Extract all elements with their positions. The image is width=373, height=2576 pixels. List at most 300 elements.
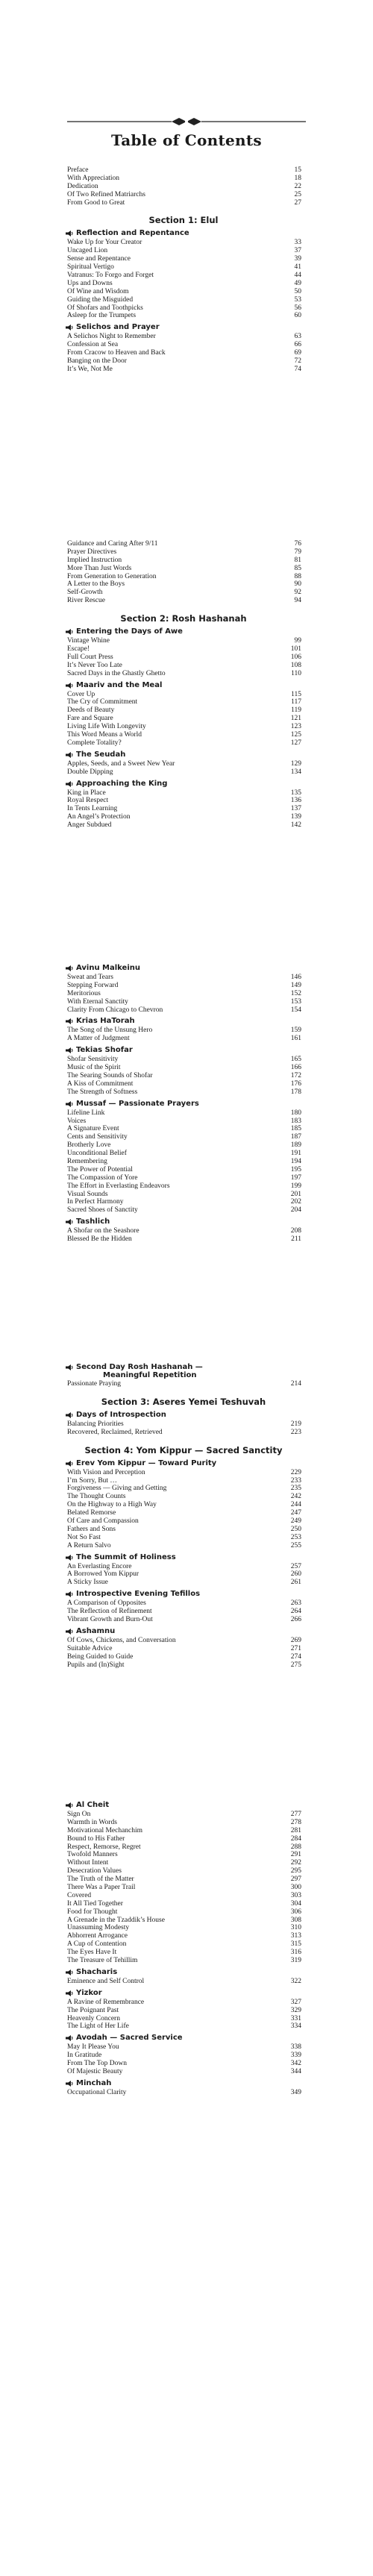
entry-title: Not So Fast [67,1533,101,1541]
entry-page-number: 108 [290,661,301,669]
entry-title: From The Top Down [67,2060,127,2068]
entry-page-number: 49 [294,279,301,287]
toc-entry[interactable] [66,2052,301,2060]
subsection-title: Approaching the King [76,779,168,788]
page-title: Table of Contents [110,131,262,149]
toc-entry[interactable] [66,1645,301,1653]
entry-title: The Song of the Unsung Hero [67,1027,153,1035]
toc-entry[interactable] [66,1118,301,1126]
entry-title: Covered [67,1891,92,1899]
toc-entry[interactable] [66,166,301,175]
toc-entry[interactable] [66,1088,301,1097]
toc-entry[interactable] [66,1526,301,1534]
entry-title: A Selichos Night to Remember [67,333,156,341]
toc-entry[interactable] [66,1851,301,1859]
toc-entry[interactable] [66,1064,301,1072]
shofar-icon [66,683,74,689]
entry-page-number: 189 [290,1141,301,1150]
toc-entry[interactable] [66,1900,301,1908]
entry-page-number: 202 [290,1198,301,1206]
toc-entry[interactable] [66,1191,301,1199]
entry-title: Spiritual Vertigo [67,263,114,272]
toc-entry[interactable] [66,199,301,207]
entry-page-number: 159 [290,1027,301,1035]
entry-title: Guidance and Caring After 9/11 [67,540,158,548]
toc-entry[interactable] [66,191,301,199]
subsection-title: Tashlich [76,1218,110,1226]
toc-entry[interactable] [66,1924,301,1932]
entry-page-number: 136 [290,797,301,805]
toc-entry[interactable] [66,255,301,263]
toc-entry[interactable] [66,1174,301,1182]
subsection-title: Avinu Malkeinu [76,964,141,972]
toc-entry[interactable] [66,1380,301,1388]
entry-page-number: 172 [290,1072,301,1080]
entry-page-number: 121 [290,715,301,723]
subsection-title: Krias HaTorah [76,1017,135,1026]
entry-title: Of Two Refined Matriarchs [67,190,145,198]
toc-entry[interactable] [66,1843,301,1852]
entry-title: It’s Never Too Late [67,661,122,669]
toc-entry[interactable] [66,1859,301,1867]
entry-title: Unconditional Belief [67,1150,127,1158]
toc-entry[interactable] [66,645,301,654]
toc-entry[interactable] [66,1080,301,1088]
toc-entry[interactable] [66,1420,301,1429]
toc-entry[interactable] [66,2068,301,2076]
toc-entry[interactable] [66,731,301,739]
subsection-title: Yizkor [76,1988,102,1997]
entry-title: There Was a Paper Trail [67,1884,136,1892]
entry-title: The Reflection of Refinement [67,1608,152,1616]
entry-title: This Word Means a World [67,731,142,739]
entry-title: Sign On [67,1811,91,1818]
entry-title: With Eternal Sanctity [67,997,128,1006]
entry-page-number: 134 [290,768,301,776]
entry-title: Bound to His Father [67,1834,125,1843]
entry-page-number: 208 [290,1227,301,1235]
entry-title: Vibrant Growth and Burn-Out [67,1616,153,1624]
entry-page-number: 304 [290,1899,301,1908]
toc-entry[interactable] [66,263,301,272]
entry-title: Of Shofars and Toothpicks [67,304,143,312]
entry-title: Remembering [67,1158,107,1166]
entry-page-number: 185 [290,1125,301,1133]
toc-entry[interactable] [66,1978,301,1986]
toc-entry[interactable] [66,296,301,304]
entry-page-number: 142 [290,821,301,830]
toc-entry[interactable] [66,1133,301,1141]
toc-entry[interactable] [66,304,301,313]
entry-page-number: 178 [290,1088,301,1096]
entry-title: I’m Sorry, But … [67,1476,117,1485]
entry-page-number: 161 [290,1035,301,1043]
toc-entry[interactable] [66,1166,301,1174]
toc-entry[interactable] [66,1827,301,1835]
toc-entry[interactable] [66,1599,301,1608]
shofar-icon [66,2035,74,2041]
entry-page-number: 165 [290,1056,301,1064]
toc-entry[interactable] [66,247,301,255]
entry-title: Living Life With Longevity [67,723,146,731]
entry-title: Of Care and Compassion [67,1517,139,1526]
entry-title: Vintage Whine [67,637,110,645]
entry-page-number: 153 [290,997,301,1006]
toc-entry[interactable] [66,1072,301,1080]
toc-entry[interactable] [66,1563,301,1571]
toc-entry[interactable] [66,637,301,645]
entry-page-number: 191 [290,1150,301,1158]
toc-entry[interactable] [66,1198,301,1206]
entry-page-number: 90 [294,580,301,589]
toc-entry[interactable] [66,715,301,723]
toc-entry[interactable] [66,312,301,320]
toc-entry[interactable] [66,589,301,597]
toc-entry[interactable] [66,1579,301,1587]
subsection-heading [66,1046,301,1055]
toc-entry[interactable] [66,1429,301,1437]
toc-entry[interactable] [66,1819,301,1827]
entry-page-number: 257 [290,1562,301,1570]
toc-entry[interactable] [66,1608,301,1616]
toc-entry[interactable] [66,580,301,589]
entry-page-number: 204 [290,1206,301,1215]
entry-title: The Effort in Everlasting Endeavors [67,1182,170,1190]
toc-entry[interactable] [66,183,301,191]
entry-page-number: 115 [291,690,301,698]
subsection-title: The Seudah [76,750,126,759]
entry-title: Double Dipping [67,768,113,776]
toc-entry[interactable] [66,1509,301,1517]
entry-page-number: 176 [290,1079,301,1088]
entry-title: The Compassion of Yore [67,1173,138,1182]
subsection-heading [66,1801,301,1810]
entry-title: Respect, Remorse, Regret [67,1843,141,1851]
toc-entry[interactable] [66,288,301,296]
shofar-icon [66,1047,74,1053]
shofar-icon [66,2081,74,2087]
entry-page-number: 50 [294,287,301,295]
shofar-icon [66,1018,74,1024]
toc-entry[interactable] [66,813,301,821]
toc-entry[interactable] [66,2060,301,2068]
entry-page-number: 81 [294,556,301,564]
entry-title: Sacred Shoes of Sanctity [67,1206,138,1215]
toc-entry[interactable] [66,272,301,280]
toc-entry[interactable] [66,1811,301,1819]
entry-title: Preface [67,166,89,174]
entry-title: Confession at Sea [67,341,119,349]
toc-entry[interactable] [66,1835,301,1843]
entry-title: A Shofar on the Seashore [67,1227,140,1235]
subsection-heading [66,1218,301,1226]
toc-entry[interactable] [66,1125,301,1133]
toc-entry[interactable] [66,548,301,557]
toc-entry[interactable] [66,175,301,183]
shofar-icon [66,1990,74,1996]
section-heading: Section 3: Aseres Yemei Teshuvah [101,1396,266,1407]
entry-title: Passionate Praying [67,1380,122,1388]
toc-entry[interactable] [66,1908,301,1917]
entry-title: River Rescue [67,597,105,605]
toc-entry[interactable] [66,974,301,982]
entry-page-number: 253 [290,1533,301,1541]
toc-entry[interactable] [66,805,301,813]
subsection-title: Ashamnu [76,1626,116,1635]
toc-entry[interactable] [66,1056,301,1064]
entry-title: Guiding the Misguided [67,295,134,304]
toc-entry[interactable] [66,1570,301,1579]
entry-page-number: 331 [290,2014,301,2022]
subsection-heading [66,229,301,238]
entry-title: A Grenade in the Tzaddik’s House [67,1916,165,1924]
toc-entry[interactable] [66,723,301,731]
toc-entry[interactable] [66,1141,301,1150]
entry-title: Deeds of Beauty [67,706,115,715]
toc-entry[interactable] [66,1884,301,1892]
entry-title: Voices [67,1117,87,1125]
entry-title: Desecration Values [67,1867,122,1875]
entry-title: A Matter of Judgment [67,1035,130,1043]
entry-page-number: 85 [294,564,301,572]
entry-title: May It Please You [67,2043,119,2052]
entry-page-number: 79 [294,548,301,556]
entry-title: A Letter to the Boys [67,580,125,589]
toc-entry[interactable] [66,797,301,805]
entry-title: Royal Respect [67,797,109,805]
toc-entry[interactable] [66,357,301,366]
toc-entry[interactable] [66,789,301,797]
entry-page-number: 183 [290,1117,301,1125]
entry-title: Meritorious [67,989,101,997]
toc-entry[interactable] [66,1616,301,1624]
toc-block [66,166,301,374]
entry-title: The Poignant Past [67,2006,119,2014]
entry-page-number: 194 [290,1158,301,1166]
subsection-title: Mussaf — Passionate Prayers [76,1099,199,1108]
toc-entry[interactable] [66,739,301,748]
toc-entry[interactable] [66,760,301,768]
entry-page-number: 308 [290,1916,301,1924]
subsection-heading [66,1553,301,1562]
entry-page-number: 63 [294,333,301,341]
toc-entry[interactable] [66,333,301,341]
shofar-icon [66,1412,74,1418]
entry-page-number: 41 [294,263,301,272]
entry-title: Suitable Advice [67,1644,113,1652]
toc-entry[interactable] [66,1917,301,1925]
subsection-title: Days of Introspection [76,1410,166,1419]
entry-page-number: 88 [294,572,301,580]
entry-page-number: 199 [290,1182,301,1190]
entry-page-number: 154 [290,1006,301,1014]
entry-page-number: 277 [290,1811,301,1818]
toc-entry[interactable] [66,341,301,349]
subsection-title: Avodah — Sacred Service [76,2034,183,2043]
subsection-title: Al Cheit [76,1801,110,1809]
toc-entry[interactable] [66,670,301,678]
toc-entry[interactable] [66,691,301,699]
entry-title: The Searing Sounds of Shofar [67,1072,153,1080]
toc-entry[interactable] [66,821,301,830]
toc-entry[interactable] [66,239,301,247]
entry-title: A Borrowed Yom Kippur [67,1570,140,1579]
subsection-heading [66,1363,301,1379]
entry-title: Of Cows, Chickens, and Conversation [67,1636,176,1644]
toc-entry[interactable] [66,1949,301,1957]
toc-entry[interactable] [66,1182,301,1191]
entry-title: It All Tied Together [67,1899,123,1908]
entry-page-number: 22 [294,182,301,190]
entry-page-number: 166 [290,1064,301,1072]
entry-page-number: 214 [290,1380,301,1388]
toc-entry[interactable] [66,573,301,581]
toc-entry[interactable] [66,1206,301,1215]
toc-entry[interactable] [66,1006,301,1015]
toc-entry[interactable] [66,998,301,1006]
toc-entry[interactable] [66,1235,301,1244]
entry-page-number: 288 [290,1843,301,1851]
entry-page-number: 327 [290,1998,301,2006]
entry-page-number: 129 [290,759,301,768]
toc-entry[interactable] [66,1875,301,1884]
entry-page-number: 33 [294,239,301,247]
toc-entry[interactable] [66,1892,301,1900]
entry-title: A Cup of Contention [67,1940,127,1949]
toc-entry[interactable] [66,1150,301,1158]
entry-page-number: 338 [290,2043,301,2052]
toc-entry[interactable] [66,654,301,662]
toc-entry[interactable] [66,540,301,548]
subsection-title: Introspective Evening Tefillos [76,1590,201,1599]
subsection-heading [66,627,301,636]
toc-entry[interactable] [66,1932,301,1940]
entry-title: Clarity From Chicago to Chevron [67,1006,163,1014]
toc-entry[interactable] [66,1534,301,1542]
section-heading: Section 2: Rosh Hashanah [120,613,247,624]
toc-entry[interactable] [66,1035,301,1043]
toc-entry[interactable] [66,2015,301,2023]
toc-entry[interactable] [66,2043,301,2052]
entry-page-number: 74 [294,365,301,373]
toc-entry[interactable] [66,768,301,777]
toc-entry[interactable] [66,280,301,288]
toc-entry[interactable] [66,990,301,998]
entry-page-number: 297 [290,1875,301,1884]
toc-entry[interactable] [66,1469,301,1477]
entry-page-number: 269 [290,1636,301,1644]
toc-entry[interactable] [66,1027,301,1035]
toc-entry[interactable] [66,597,301,605]
entry-title: The Cry of Commitment [67,698,138,706]
toc-entry[interactable] [66,1653,301,1661]
toc-entry[interactable] [66,1501,301,1509]
toc-entry[interactable] [66,1477,301,1485]
entry-page-number: 233 [290,1476,301,1485]
toc-entry[interactable] [66,565,301,573]
entry-page-number: 66 [294,341,301,349]
entry-title: Pupils and (In)Sight [67,1661,125,1669]
entry-page-number: 310 [290,1924,301,1932]
toc-entry[interactable] [66,698,301,706]
toc-entry[interactable] [66,1867,301,1875]
entry-page-number: 274 [290,1652,301,1661]
entry-title: An Everlasting Encore [67,1562,132,1570]
entry-title: Brotherly Love [67,1141,111,1150]
toc-entry[interactable] [66,1661,301,1670]
entry-page-number: 344 [290,2068,301,2076]
toc-entry[interactable] [66,1517,301,1526]
toc-entry[interactable] [66,2089,301,2097]
shofar-icon [66,1364,74,1370]
entry-page-number: 261 [290,1579,301,1587]
toc-entry[interactable] [66,982,301,990]
entry-page-number: 44 [294,272,301,280]
toc-block [66,1360,301,1669]
subsection-heading [66,1590,301,1599]
toc-entry[interactable] [66,1940,301,1949]
toc-entry[interactable] [66,2007,301,2015]
toc-entry[interactable] [66,706,301,715]
entry-page-number: 278 [290,1818,301,1826]
entry-title: Stepping Forward [67,981,119,989]
subsection-heading [66,1989,301,1998]
toc-entry[interactable] [66,1227,301,1235]
toc-entry[interactable] [66,2022,301,2031]
entry-page-number: 180 [290,1109,301,1117]
entry-page-number: 271 [290,1644,301,1652]
toc-entry[interactable] [66,662,301,670]
entry-page-number: 149 [290,981,301,989]
entry-page-number: 300 [290,1884,301,1892]
toc-entry[interactable] [66,1542,301,1550]
entry-page-number: 18 [294,174,301,182]
toc-entry[interactable] [66,349,301,357]
entry-title: A Signature Event [67,1125,119,1133]
toc-entry[interactable] [66,1957,301,1965]
subsection-heading [66,323,301,332]
toc-entry[interactable] [66,1109,301,1118]
entry-title: The Treasure of Tehillim [67,1957,138,1965]
entry-title: Recovered, Reclaimed, Retrieved [67,1428,163,1436]
entry-page-number: 329 [290,2006,301,2014]
subsection-heading [66,964,301,973]
shofar-icon [66,1219,74,1225]
toc-entry[interactable] [66,1637,301,1645]
toc-entry[interactable] [66,557,301,565]
entry-page-number: 99 [294,637,301,645]
subsection-title: The Summit of Holiness [76,1552,176,1561]
entry-page-number: 53 [294,295,301,304]
entry-title: Twofold Manners [67,1851,118,1859]
shofar-icon [66,1969,74,1975]
toc-entry[interactable] [66,1493,301,1501]
entry-page-number: 291 [290,1851,301,1859]
entry-page-number: 152 [290,989,301,997]
subsection-heading [66,2079,301,2088]
entry-page-number: 295 [290,1867,301,1875]
toc-entry[interactable] [66,1158,301,1166]
toc-entry[interactable] [66,1485,301,1493]
entry-title: Anger Subdued [67,821,112,830]
toc-entry[interactable] [66,366,301,374]
entry-title: Sense and Repentance [67,255,131,263]
entry-page-number: 39 [294,255,301,263]
entry-title: Eminence and Self Control [67,1977,145,1985]
subsection-heading [66,1100,301,1109]
toc-entry[interactable] [66,1999,301,2007]
entry-page-number: 106 [290,653,301,661]
